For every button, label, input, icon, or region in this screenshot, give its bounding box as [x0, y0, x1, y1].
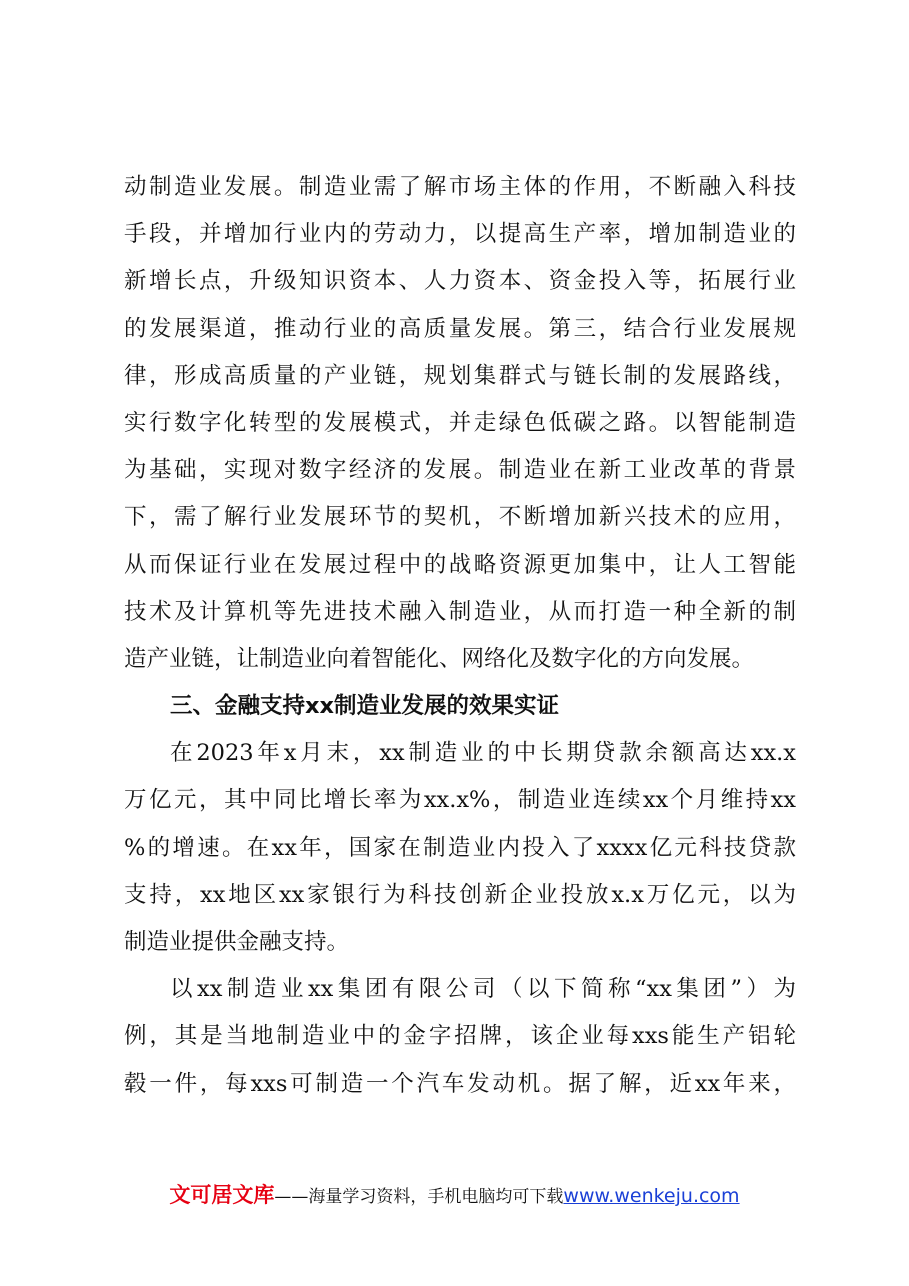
document-body [124, 164, 796, 1108]
text-line: %的增速。在xx年，国家在制造业内投入了xxxx亿元科技贷款 [124, 834, 796, 861]
footer-banner [0, 1179, 909, 1209]
text-line: 动制造业发展。制造业需了解市场主体的作用，不断融入科技 [124, 174, 796, 200]
footer-tagline: ——海量学习资料，手机电脑均可下载 [274, 1187, 564, 1207]
text-line: 制造业提供金融支持。 [124, 929, 350, 955]
text-line: 支持，xx地区xx家银行为科技创新企业投放x.x万亿元，以为 [124, 881, 796, 908]
text-line: 实行数字化转型的发展模式，并走绿色低碳之路。以智能制造 [124, 409, 796, 436]
text-line: 万亿元，其中同比增长率为xx.x%，制造业连续xx个月维持xx [124, 787, 796, 814]
text-line: 例，其是当地制造业中的金字招牌，该企业每xxs能生产铝轮 [124, 1023, 796, 1050]
text-line: 毂一件，每xxs可制造一个汽车发动机。据了解，近xx年来， [124, 1070, 796, 1097]
text-line: 以xx制造业xx集团有限公司（以下简称“xx集团”）为 [170, 976, 796, 1003]
website-link[interactable]: www.wenkeju.com [563, 1185, 740, 1207]
text-line: 手段，并增加行业内的劳动力，以提高生产率，增加制造业的 [124, 221, 796, 248]
text-line: 在2023年x月末，xx制造业的中长期贷款余额高达xx.x [170, 740, 796, 767]
text-line: 为基础，实现对数字经济的发展。制造业在新工业改革的背景 [124, 457, 796, 484]
text-line: 技术及计算机等先进技术融入制造业，从而打造一种全新的制 [124, 598, 796, 625]
text-line: 律，形成高质量的产业链，规划集群式与链长制的发展路线， [124, 362, 796, 389]
brand-name: 文可居文库 [169, 1183, 275, 1207]
text-line: 的发展渠道，推动行业的高质量发展。第三，结合行业发展规 [124, 315, 796, 342]
section-heading: 三、金融支持xx制造业发展的效果实证 [170, 693, 560, 720]
text-line: 下，需了解行业发展环节的契机，不断增加新兴技术的应用， [124, 504, 796, 531]
text-line: 新增长点，升级知识资本、人力资本、资金投入等，拓展行业 [124, 268, 796, 295]
text-line: 从而保证行业在发展过程中的战略资源更加集中，让人工智能 [124, 551, 796, 578]
text-line: 造产业链，让制造业向着智能化、网络化及数字化的方向发展。 [124, 645, 755, 672]
